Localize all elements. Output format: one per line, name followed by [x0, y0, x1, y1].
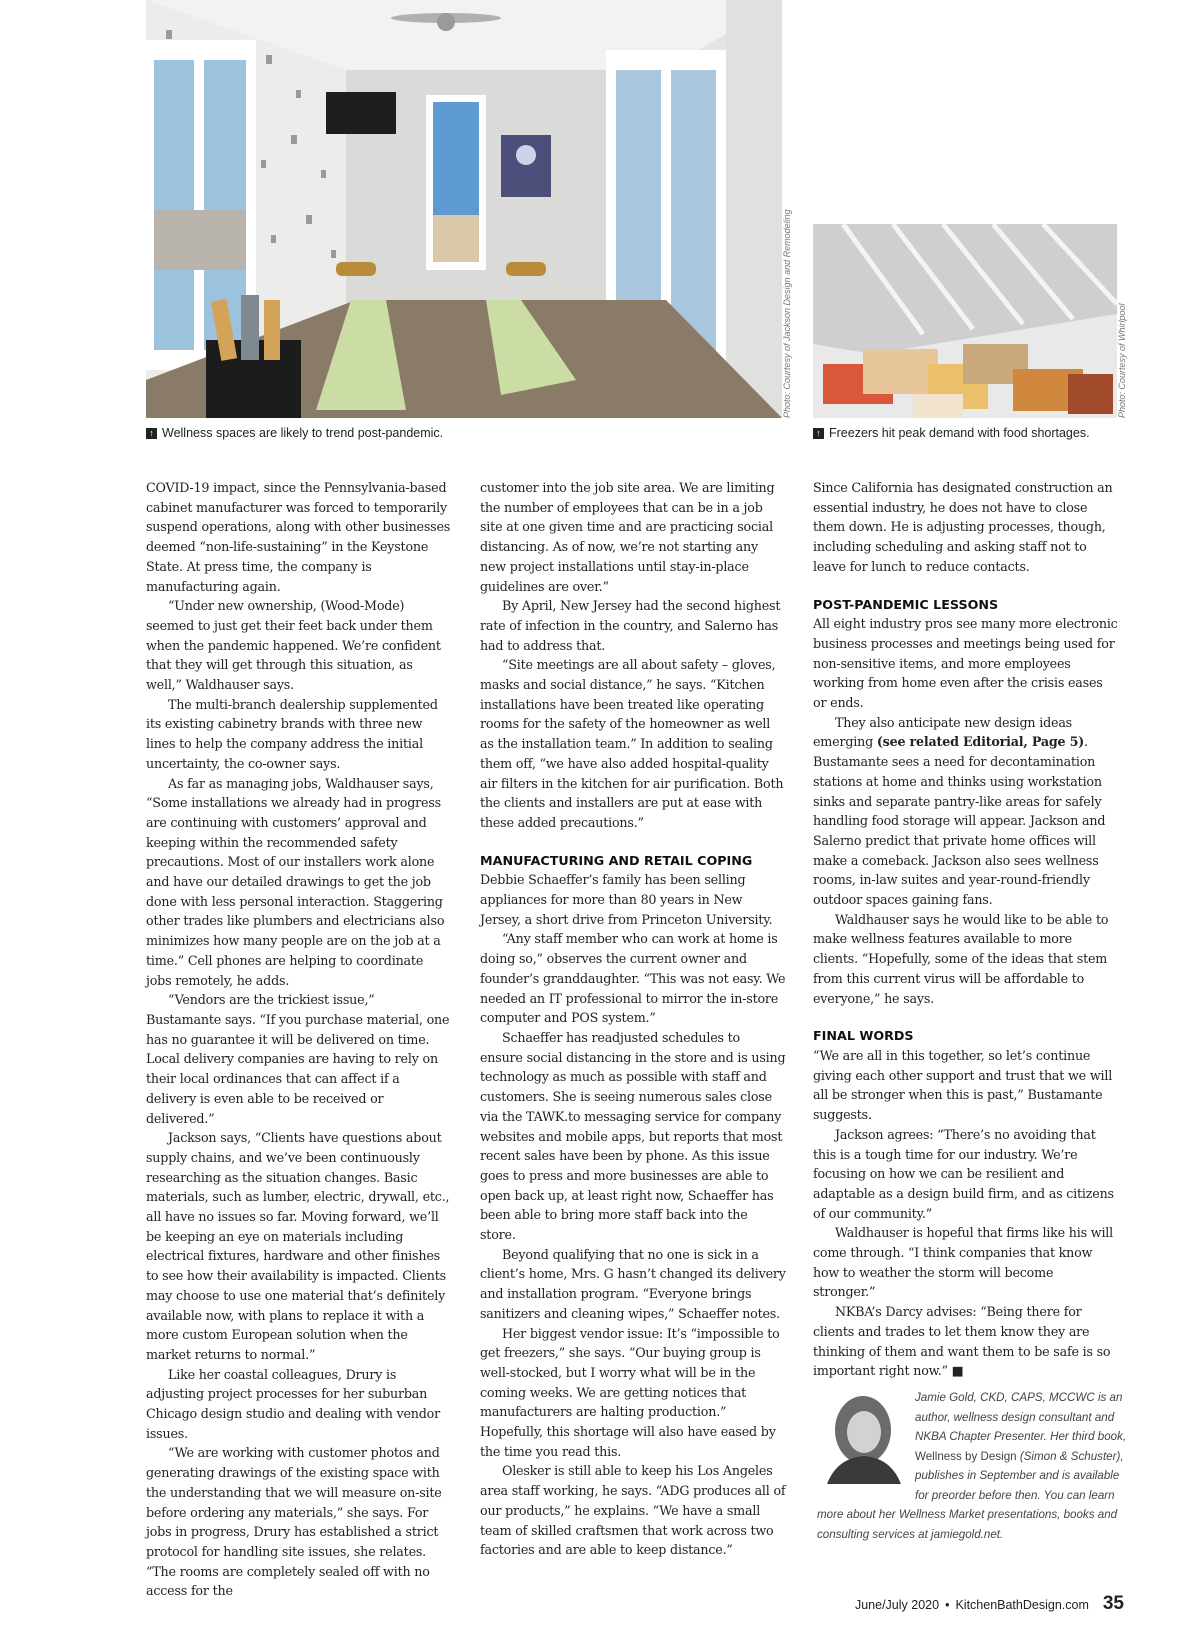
- bio-text: (Simon & Schuster), publishes in September and is available for preorder before then. You can learn more about her Wellness Market presentations, books and consulting services at jamiegold.net.: [817, 1449, 1124, 1541]
- paragraph: “Vendors are the trickiest issue,” Bustamante says. “If you purchase material, one has no guarantee it will be delivered on time. Local delivery companies are having to rely on their local ordinances that can affect if a delivery is even able to be received or delivered.”: [146, 992, 450, 1126]
- page-footer: [855, 1593, 1124, 1615]
- author-photo: [817, 1388, 907, 1484]
- paragraph: Jackson says, “Clients have questions about supply chains, and we’ve been continuously researching as the situation changes. Basic materials, such as lumber, electric, drywall, etc., all have no issues so far. Moving forward, we’ll be keeping an eye on materials including electrical fixtures, hardware and other finishes to see how their availability is impacted. Clients may choose to use one material that’s definitely available now, with plans to replace it with a more custom European solution when the market returns to normal.”: [146, 1130, 450, 1362]
- editorial-reference: (see related Editorial, Page 5): [876, 734, 1085, 750]
- paragraph: Her biggest vendor issue: It’s “impossible to get freezers,” she says. “Our buying group is well-stocked, but I worry what will be in the coming weeks. We are getting notices that manufacturers are halting production.” Hopefully, this shortage will also have eased by the time you read this.: [480, 1325, 780, 1459]
- section-heading: FINAL WORDS: [813, 1028, 914, 1044]
- author-bio: [817, 1388, 1129, 1544]
- photo-caption-text: Wellness spaces are likely to trend post-pandemic.: [162, 426, 444, 440]
- end-mark-icon: ■: [951, 1363, 964, 1379]
- paragraph-text: NKBA’s Darcy advises: “Being there for clients and trades to let them know they are thinking of them and want them to be safe is so important right now.”: [813, 1304, 1111, 1379]
- paragraph: [813, 713, 1119, 910]
- arrow-up-icon: ↑: [813, 428, 824, 439]
- paragraph: Since California has designated construction an essential industry, he does not have to close them down. He is adjusting processes, though, including scheduling and asking staff not to leave for lunch to reduce contacts.: [813, 480, 1113, 574]
- paragraph: Schaeffer has readjusted schedules to ensure social distancing in the store and is using technology as much as possible with staff and customers. She is seeing numerous sales close via the TAWK.to messaging service for company websites and mobile apps, but reports that most recent sales have been by phone. As this issue goes to press and more businesses are able to open back up, at least right now, Schaeffer has been able to bring more staff back into the store.: [480, 1029, 786, 1243]
- article-column-2: [480, 478, 786, 1560]
- paragraph-text: . Bustamante sees a need for decontamination stations at home and thinks using workstation sinks and separate pantry-like areas for safely handling food storage will appear. Jackson and Salerno predict that private home offices will make a comeback. Jackson also sees wellness rooms, in-law suites and year-round-friendly outdoor spaces gaining fans.: [813, 734, 1106, 908]
- paragraph: The multi-branch dealership supplemented its existing cabinetry brands with three new lines to help the company address the initial uncertainty, the co-owner says.: [146, 696, 438, 771]
- paragraph: Jackson agrees: “There’s no avoiding that this is a tough time for our industry. We’re focusing on how we can be resilient and adaptable as a design build firm, and as citizens of our community.”: [813, 1126, 1114, 1221]
- section-heading: MANUFACTURING AND RETAIL COPING: [480, 852, 753, 868]
- article-column-1: [146, 478, 452, 1601]
- paragraph: COVID-19 impact, since the Pennsylvania-based cabinet manufacturer was forced to temporarily suspend operations, along with other businesses deemed “non-life-sustaining” in the Keystone State. At press time, the company is manufacturing again.: [146, 480, 451, 594]
- photo-caption: [813, 426, 1090, 440]
- paragraph: By April, New Jersey had the second highest rate of infection in the country, and Salerno has had to address that.: [480, 598, 781, 653]
- paragraph: customer into the job site area. We are limiting the number of employees that can be in a job site at one given time and are practicing social distancing. As of now, we’re not starting any new project installations until stay-in-place guidelines are over.”: [480, 480, 775, 594]
- issue-date: June/July 2020: [854, 1598, 940, 1612]
- paragraph: Like her coastal colleagues, Drury is adjusting project processes for her suburban Chicago design studio and dealing with vendor issues.: [146, 1366, 440, 1441]
- photo-caption: [146, 426, 443, 440]
- wellness-room-photo: [146, 0, 782, 418]
- paragraph: Debbie Schaeffer’s family has been selling appliances for more than 80 years in New Jersey, a short drive from Princeton University.: [480, 872, 773, 927]
- paragraph: Waldhauser is hopeful that firms like his will come through. “I think companies that know how to weather the storm will become stronger.”: [813, 1225, 1114, 1300]
- paragraph: As far as managing jobs, Waldhauser says, “Some installations we already had in progress are continuing with customers’ approval and keeping within the recommended safety precautions. Most of our installers work alone and have our detailed drawings to get the job done with less personal interaction. Staggering other trades like plumbers and electricians also minimizes how many people are on the job at a time.” Cell phones are helping to coordinate jobs remotely, he adds.: [146, 775, 445, 988]
- paragraph: All eight industry pros see many more electronic business processes and meetings being used for non-sensitive items, and more employees working from home even after the crisis eases or ends.: [813, 616, 1118, 711]
- paragraph: Olesker is still able to keep his Los Angeles area staff working, he says. “ADG produces all of our products,” he explains. “We have a small team of skilled craftsmen that work across two factories and are able to keep distance.”: [480, 1463, 786, 1558]
- paragraph: “We are all in this together, so let’s continue giving each other support and trust that we will all be stronger when this is past,” Bustamante suggests.: [813, 1047, 1113, 1123]
- paragraph: “Under new ownership, (Wood-Mode) seemed to just get their feet back under them when the pandemic happened. We’re confident that they will get through this situation, as well,” Waldhauser says.: [146, 598, 441, 693]
- arrow-up-icon: ↑: [146, 428, 157, 439]
- paragraph: “Site meetings are all about safety – gloves, masks and social distance,” he says. “Kitchen installations have been treated like operating rooms for the safety of the homeowner as well as the installation team.” In addition to sealing them off, “we have also added hospital-quality air filters in the kitchen for air purification. Both the clients and installers are put at ease with these added precautions.”: [480, 657, 784, 830]
- website: KitchenBathDesign.com: [955, 1598, 1089, 1612]
- photo-credit: Photo: Courtesy of Whirlpool: [1117, 303, 1127, 418]
- photo-caption-text: Freezers hit peak demand with food shortages.: [829, 426, 1090, 440]
- bio-text: Jamie Gold, CKD, CAPS, MCCWC is an author, wellness design consultant and NKBA Chapter Presenter. Her third book,: [915, 1391, 1127, 1443]
- footer-separator: •: [945, 1598, 950, 1612]
- bio-book-title: Wellness by Design: [915, 1449, 1017, 1463]
- paragraph: Beyond qualifying that no one is sick in a client’s home, Mrs. G hasn’t changed its delivery and installation program. “Everyone brings sanitizers and cleaning wipes,” Schaeffer notes.: [480, 1246, 786, 1321]
- page-number: 35: [1102, 1593, 1124, 1614]
- paragraph: “Any staff member who can work at home is doing so,” observes the current owner and founder’s granddaughter. “This was not easy. We needed an IT professional to mirror the in-store computer and POS system.”: [480, 931, 786, 1026]
- section-heading: POST-PANDEMIC LESSONS: [813, 596, 999, 612]
- paragraph-text: They also anticipate new design ideas emerging: [813, 714, 1072, 750]
- paragraph: Waldhauser says he would like to be able to make wellness features available to more clients. “Hopefully, some of the ideas that stem from this current virus will be affordable to everyone,” he says.: [813, 911, 1109, 1006]
- article-column-3: [813, 478, 1119, 1381]
- photo-credit: Photo: Courtesy of Jackson Design and Remodeling: [782, 209, 792, 418]
- paragraph: “We are working with customer photos and generating drawings of the existing space with the understanding that we will measure on-site before ordering any materials,” she says. For jobs in progress, Drury has established a strict protocol for handling site issues, she relates. “The rooms are completely sealed off with no access for the: [146, 1445, 442, 1599]
- freezer-photo: [813, 224, 1117, 418]
- paragraph: [813, 1302, 1119, 1381]
